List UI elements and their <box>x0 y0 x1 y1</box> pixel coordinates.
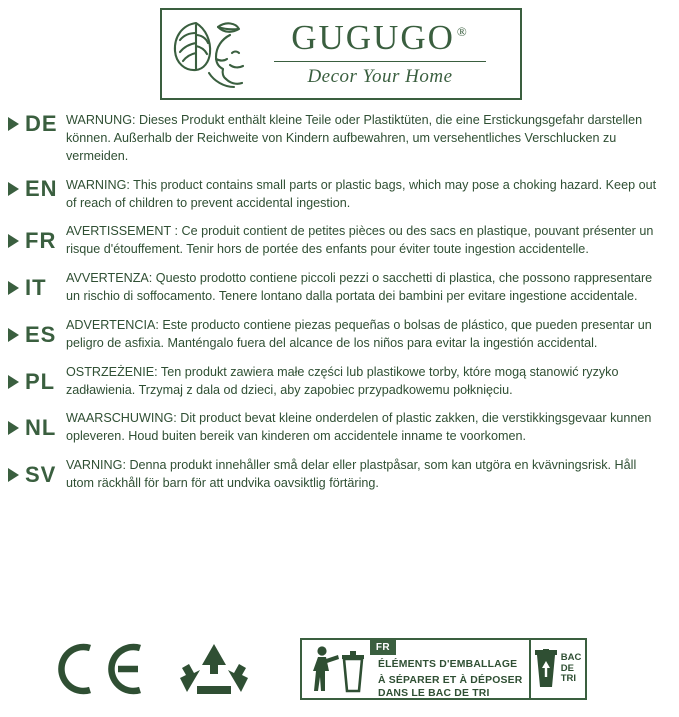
recycling-mobius-loop-icon <box>177 640 251 707</box>
language-code-de: DE <box>25 111 58 136</box>
registered-trademark-icon: ® <box>456 24 469 40</box>
language-code-es: ES <box>25 321 57 347</box>
warning-text-de: WARNUNG: Dieses Produkt enthält kleine Teile oder Plastiktüten, die eine Erstickungsgefahr darstellen können. Außerhalb der Reichweite von Kindern aufbewahren, um versehentliches Verschlucken zu vermeiden. <box>66 113 643 163</box>
warning-text-nl: WAARSCHUWING: Dit product bevat kleine onderdelen of plastic zakken, die verstikkingsgevaar kunnen opleveren. Houd buiten bereik van kinderen om accidentele inname te voorkomen. <box>66 411 652 444</box>
triangle-bullet-icon <box>8 234 19 248</box>
brand-name <box>291 17 469 57</box>
warning-row-pl <box>0 364 679 400</box>
language-marker-de <box>8 112 66 135</box>
brand-tagline: Decor Your Home <box>307 66 453 88</box>
warning-row-en <box>0 177 679 213</box>
warning-row-es <box>0 317 679 353</box>
language-marker-fr <box>8 230 66 252</box>
language-marker-sv <box>8 464 66 486</box>
triman-box <box>300 638 531 700</box>
logo-divider <box>274 61 486 63</box>
compliance-symbols <box>0 632 679 712</box>
language-marker-it <box>8 277 66 299</box>
language-marker-pl <box>8 368 66 394</box>
triangle-bullet-icon <box>8 117 19 131</box>
bin-label-line-2: DE <box>560 662 574 674</box>
warning-text-fr: AVERTISSEMENT : Ce produit contient de petites pièces ou des sacs en plastique, pouvant présenter un risque d'étouffement. Tenir hors de portée des enfants pour éviter toute ingestion accidentelle. <box>66 224 654 257</box>
brand-logo-box <box>160 8 522 100</box>
bin-label <box>561 653 582 684</box>
triman-line-1: ÉLÉMENTS D'EMBALLAGE <box>378 659 518 670</box>
recycling-bin-icon <box>529 638 587 700</box>
warning-row-fr <box>0 223 679 259</box>
warning-row-de <box>0 112 679 166</box>
ce-mark-icon <box>52 640 144 703</box>
language-marker-nl <box>8 417 66 439</box>
language-code-nl: NL <box>25 415 57 441</box>
language-code-pl: PL <box>25 368 56 394</box>
triangle-bullet-icon <box>8 468 19 482</box>
triman-line-2: À SÉPARER ET À DÉPOSER <box>378 674 523 686</box>
triman-instruction-text <box>370 640 529 698</box>
triangle-bullet-icon <box>8 421 19 435</box>
warning-list <box>0 112 679 504</box>
fr-language-badge: FR <box>370 640 396 655</box>
warning-text-es: ADVERTENCIA: Este producto contiene piezas pequeñas o bolsas de plástico, que pueden presentar un peligro de asfixia. Manténgalo fuera del alcance de los niños para evitar la ingestión accidental. <box>66 317 652 350</box>
bin-label-line-1: BAC <box>560 652 582 664</box>
warning-text-sv: VARNING: Denna produkt innehåller små delar eller plastpåsar, som kan utgöra en kvävningsrisk. Håll utom räckhåll för barn för att undvika oavsiktlig förtäring. <box>66 458 637 490</box>
brand-name-text: GUGUGO <box>291 17 455 57</box>
language-code-fr: FR <box>25 228 57 254</box>
language-code-it: IT <box>25 275 47 300</box>
language-marker-es <box>8 321 66 347</box>
warning-text-en: WARNING: This product contains small parts or plastic bags, which may pose a choking hazard. Keep out of reach of children to prevent accidental ingestion. <box>66 177 657 210</box>
language-code-en: EN <box>25 175 58 201</box>
language-code-sv: SV <box>25 462 57 487</box>
bin-label-line-3: TRI <box>560 673 577 685</box>
triman-line-3: DANS LE BAC DE TRI <box>378 688 490 700</box>
triangle-bullet-icon <box>8 281 19 295</box>
warning-row-nl <box>0 410 679 446</box>
triangle-bullet-icon <box>8 328 19 342</box>
warning-row-it <box>0 270 679 306</box>
triangle-bullet-icon <box>8 182 19 196</box>
brand-logo-text <box>254 17 520 89</box>
language-marker-en <box>8 177 66 200</box>
warning-row-sv <box>0 457 679 493</box>
leaf-face-logo-icon <box>162 10 254 98</box>
triangle-bullet-icon <box>8 375 19 389</box>
warning-text-it: AVVERTENZA: Questo prodotto contiene piccoli pezzi o sacchetti di plastica, che possono rappresentare un rischio di soffocamento. Tenere lontano dalla portata dei bambini per evitare ingestione accidentale. <box>66 271 653 303</box>
triman-sorting-block <box>300 638 587 700</box>
bin-inner <box>534 649 582 689</box>
warning-text-pl: OSTRZEŻENIE: Ten produkt zawiera małe części lub plastikowe torby, które mogą stanowić ryzyko zadławienia. Trzymaj z dala od dzieci, aby zapobiec przypadkowemu połknięciu. <box>66 364 619 397</box>
triman-sorting-icon <box>302 640 370 698</box>
